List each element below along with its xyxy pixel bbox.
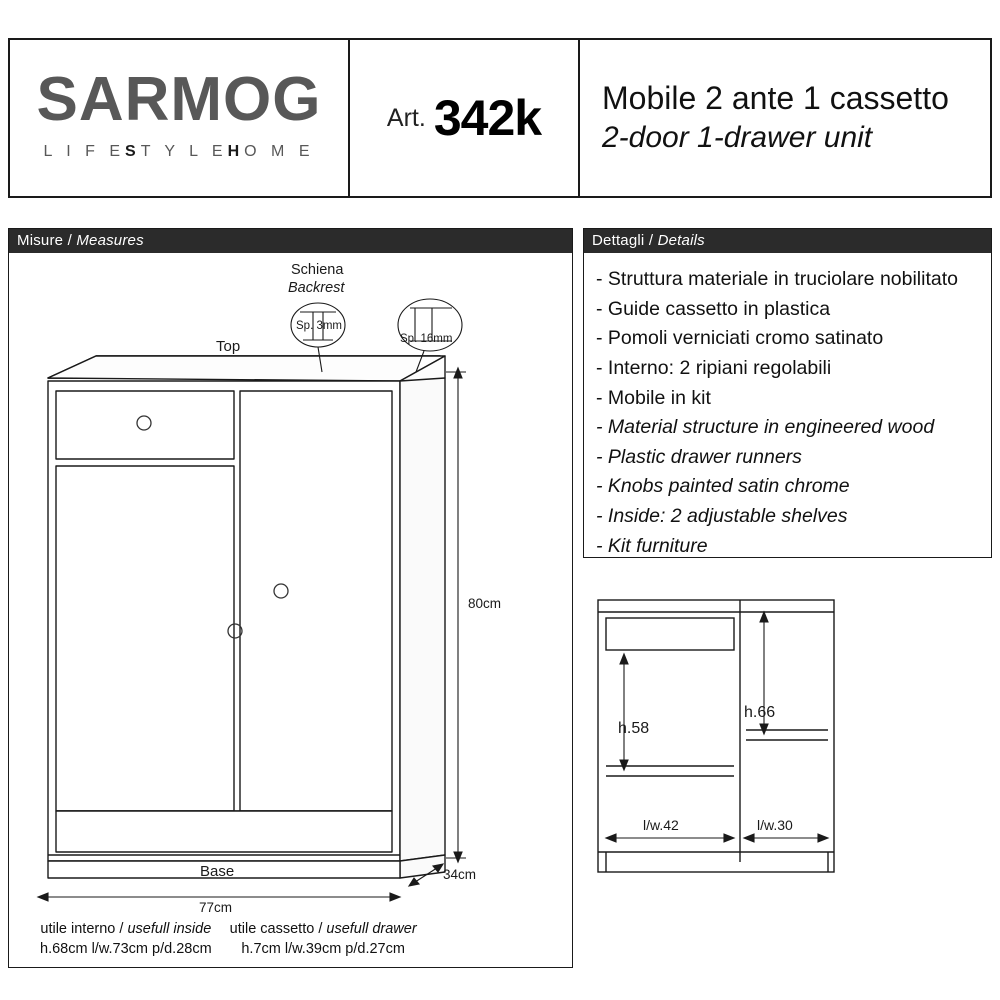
section-label-h58: h.58 [618,720,650,737]
detail-item-en: - Knobs painted satin chrome [596,475,850,498]
brand-tagline: L I F EST Y L EHO M E [43,143,315,160]
caption-inside-en: usefull inside [127,921,212,937]
label-back-thickness: Sp. 3mm [296,320,343,332]
article-code: 342k [433,90,542,146]
product-title-en: 2-door 1-drawer unit [602,121,873,155]
article-label: Art. [386,103,426,132]
caption-inside [40,920,212,959]
measures-title-en: Measures [76,232,144,249]
label-height: 80cm [468,596,502,611]
detail-item: - Pomoli verniciati cromo satinato [596,327,884,350]
label-panel-thickness: Sp. 16mm [400,333,453,345]
measures-title-it: Misure / [17,232,72,249]
detail-item: - Interno: 2 ripiani regolabili [596,356,832,379]
details-title-en: Details [657,232,705,249]
caption-drawer-values: h.7cm l/w.39cm p/d.27cm [241,940,405,957]
detail-item-en: - Kit furniture [596,534,708,557]
bottom-captions [40,920,560,959]
section-label-h66: h.66 [744,704,776,721]
caption-inside-values: h.68cm l/w.73cm p/d.28cm [40,940,212,957]
label-depth: 34cm [443,867,477,882]
caption-drawer [230,920,417,959]
detail-item-en: - Plastic drawer runners [596,445,802,468]
detail-item: - Struttura materiale in truciolare nobilitato [596,268,958,290]
details-title-it: Dettagli / [592,232,654,249]
caption-drawer-en: usefull drawer [326,921,417,937]
detail-item: - Guide cassetto in plastica [596,297,831,320]
caption-inside-it: utile interno / [40,921,124,937]
label-top: Top [216,338,241,355]
detail-item: - Mobile in kit [596,386,711,409]
section-label-w42: l/w.42 [643,817,679,833]
brand-name: SARMOG [36,65,322,134]
label-base: Base [200,863,235,880]
label-width: 77cm [199,900,233,915]
caption-drawer-it: utile cassetto / [229,921,323,937]
section-label-w30: l/w.30 [757,817,793,833]
product-title-it: Mobile 2 ante 1 cassetto [602,79,949,116]
label-backrest-it: Schiena [291,262,344,278]
label-backrest-en: Backrest [288,280,345,296]
detail-item-en: - Inside: 2 adjustable shelves [596,505,848,527]
detail-item-en: - Material structure in engineered wood [596,416,935,439]
